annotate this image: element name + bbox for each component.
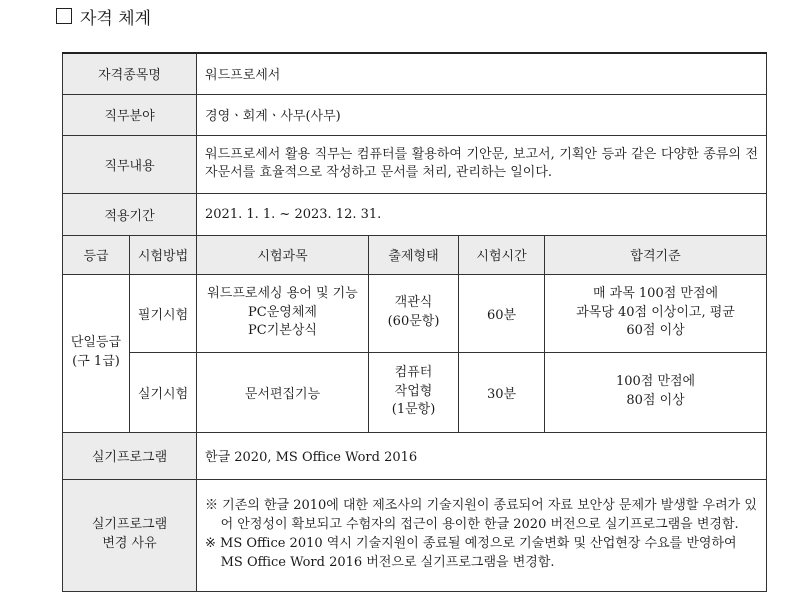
time-practical: 30분 (459, 352, 545, 432)
subject-item: PC운영체제 (248, 304, 317, 320)
criteria-line: 60점 이상 (626, 323, 685, 339)
checkbox-icon (56, 8, 72, 24)
criteria-line: 100점 만점에 (615, 374, 696, 390)
value-job-description: 워드프로세서 활용 직무는 컴퓨터를 활용하여 기안문, 보고서, 기획안 등과 같은 다양한 종류의 전자문서를 효율적으로 작성하고 문서를 처리, 관리하는 일이다. (197, 135, 767, 193)
format-line: 작업형 (394, 383, 433, 399)
time-written: 60분 (459, 274, 545, 352)
label-change-reason (63, 479, 197, 591)
subject-item: 워드프로세싱 용어 및 기능 (207, 285, 358, 301)
row-qualification-name (63, 53, 767, 94)
header-method: 시험방법 (130, 235, 197, 274)
format-line: (1문항) (391, 402, 436, 418)
format-practical (369, 352, 459, 432)
change-reason-label-line: 실기프로그램 (91, 517, 168, 533)
grade-note: (구 1급) (72, 354, 120, 369)
header-subject: 시험과목 (197, 235, 369, 274)
row-change-reason (63, 479, 767, 591)
criteria-line: 매 과목 100점 만점에 (592, 285, 719, 301)
format-line: 객관식 (394, 295, 433, 311)
subject-practical: 문서편집기능 (197, 352, 369, 432)
header-criteria: 합격기준 (545, 235, 767, 274)
header-time: 시험시간 (459, 235, 545, 274)
label-qualification-name: 자격종목명 (63, 53, 197, 94)
row-written-exam (63, 274, 767, 352)
change-reason-notes (197, 479, 767, 591)
method-practical: 실기시험 (130, 352, 197, 432)
section-title: 자격 체계 (80, 8, 152, 29)
format-line: 컴퓨터 (394, 364, 433, 380)
row-practical-program (63, 432, 767, 479)
row-job-description (63, 135, 767, 193)
grade-name: 단일등급 (70, 335, 122, 351)
criteria-line: 80점 이상 (626, 393, 685, 408)
label-practical-program: 실기프로그램 (63, 432, 197, 479)
row-job-field (63, 94, 767, 135)
exam-header-row (63, 235, 767, 274)
method-written: 필기시험 (130, 274, 197, 352)
change-reason-note: ※ MS Office 2010 역시 기술지원이 종료될 예정으로 기술변화 및 산업현장 수요를 반영하여 MS Office Word 2016 버전으로 실기프로그램을 변경함. (205, 536, 737, 570)
subject-item: PC기본상식 (248, 323, 317, 339)
qualification-table (62, 52, 767, 592)
criteria-written (545, 274, 767, 352)
criteria-practical (545, 352, 767, 432)
value-practical-program: 한글 2020, MS Office Word 2016 (197, 432, 767, 479)
section-heading (56, 4, 151, 28)
row-practical-exam (63, 352, 767, 432)
label-job-description: 직무내용 (63, 135, 197, 193)
grade-cell (63, 274, 130, 432)
label-application-period: 적용기간 (63, 193, 197, 235)
value-application-period: 2021. 1. 1. ~ 2023. 12. 31. (197, 193, 767, 235)
change-reason-note: ※ 기존의 한글 2010에 대한 제조사의 기술지원이 종료되어 자료 보안상 문제가 발생할 우려가 있어 안정성이 확보되고 수험자의 접근이 용이한 한글 2020 버전으로 실기프로그램을 변경함. (205, 498, 757, 533)
header-grade: 등급 (63, 235, 130, 274)
value-qualification-name: 워드프로세서 (197, 53, 767, 94)
value-job-field: 경영ㆍ회계ㆍ사무(사무) (197, 94, 767, 135)
header-format: 출제형태 (369, 235, 459, 274)
subjects-written (197, 274, 369, 352)
format-written (369, 274, 459, 352)
row-application-period (63, 193, 767, 235)
criteria-line: 과목당 40점 이상이고, 평균 (576, 304, 735, 320)
format-line: (60문항) (387, 314, 440, 329)
change-reason-label-line: 변경 사유 (102, 536, 157, 551)
label-job-field: 직무분야 (63, 94, 197, 135)
